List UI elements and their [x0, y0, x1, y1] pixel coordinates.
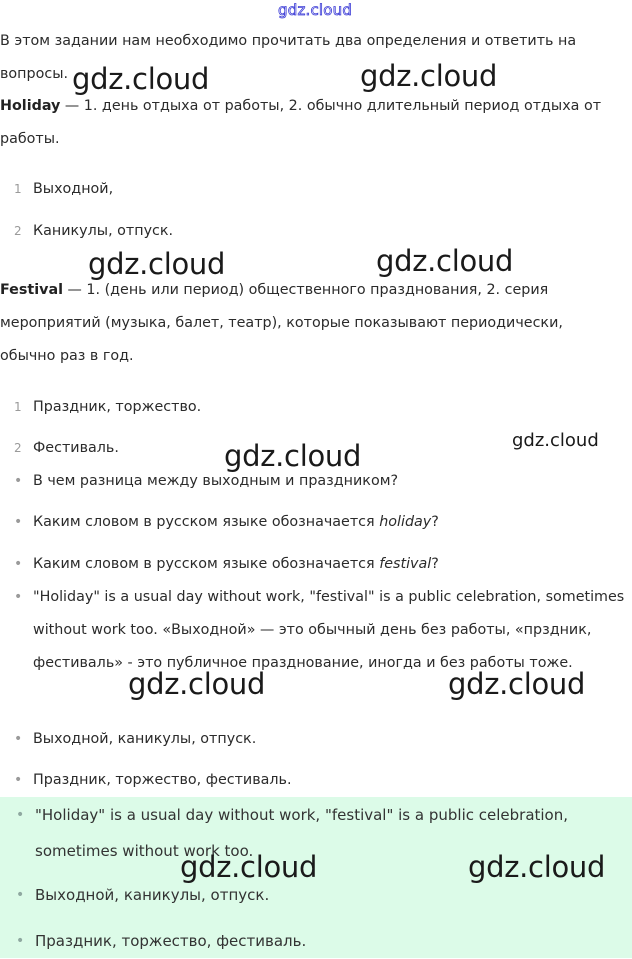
holiday-definition-text: — 1. день отдыха от работы, 2. обычно длительный период отдыха от работы.	[0, 98, 602, 147]
festival-definition	[0, 274, 620, 373]
bullet-marker: •	[16, 887, 25, 903]
question-item	[14, 506, 632, 539]
watermark: gdz.cloud	[224, 439, 362, 473]
question-keyword: festival	[379, 556, 432, 572]
festival-item-text: Праздник, торжество.	[33, 399, 202, 415]
question-text: Праздник, торжество, фестиваль.	[33, 772, 292, 788]
watermark: gdz.cloud	[128, 667, 266, 701]
answer-item	[16, 923, 616, 959]
holiday-term: Holiday	[0, 98, 61, 114]
holiday-item-text: Каникулы, отпуск.	[33, 223, 174, 239]
bullet-marker: •	[14, 589, 23, 605]
question-item	[14, 723, 632, 756]
bullet-marker: •	[16, 933, 25, 949]
watermark: gdz.cloud	[468, 850, 606, 884]
question-item	[14, 764, 632, 797]
question-item	[14, 581, 632, 680]
holiday-item-2	[14, 215, 173, 248]
holiday-item-1	[14, 173, 113, 206]
top-watermark: gdz.cloud	[278, 1, 353, 19]
holiday-item-text: Выходной,	[33, 181, 114, 197]
bullet-marker: •	[14, 514, 23, 530]
question-text: Выходной, каникулы, отпуск.	[33, 731, 257, 747]
list-marker: 1	[14, 400, 22, 414]
answer-text: "Holiday" is a usual day without work, "festival" is a public celebration, sometimes without work too.	[35, 806, 569, 860]
festival-item-2	[14, 432, 119, 465]
bullet-marker: •	[16, 807, 25, 823]
bullet-marker: •	[14, 772, 23, 788]
question-text: Каким словом в русском языке обозначается festival?	[33, 556, 439, 572]
list-marker: 2	[14, 441, 22, 455]
question-keyword: holiday	[379, 514, 432, 530]
bullet-marker: •	[14, 556, 23, 572]
festival-item-1	[14, 391, 201, 424]
watermark: gdz.cloud	[180, 850, 318, 884]
festival-item-text: Фестиваль.	[33, 440, 119, 456]
answer-text: Выходной, каникулы, отпуск.	[35, 886, 270, 904]
watermark: gdz.cloud	[360, 59, 498, 93]
question-text: В чем разница между выходным и праздником?	[33, 473, 399, 489]
question-text: "Holiday" is a usual day without work, "festival" is a public celebration, sometimes without work too. «Выходной» — это обычный день без работы, «прздник, фестиваль» - это публичное празднование, иногда и без работы тоже.	[33, 589, 625, 671]
watermark: gdz.cloud	[72, 62, 210, 96]
festival-term: Festival	[0, 282, 63, 298]
watermark: gdz.cloud	[448, 667, 586, 701]
watermark: gdz.cloud	[376, 244, 514, 278]
bullet-marker: •	[14, 731, 23, 747]
answer-text: Праздник, торжество, фестиваль.	[35, 932, 307, 950]
watermark: gdz.cloud	[512, 430, 599, 451]
question-item	[14, 548, 632, 581]
list-marker: 2	[14, 224, 22, 238]
list-marker: 1	[14, 182, 22, 196]
question-text: Каким словом в русском языке обозначается holiday?	[33, 514, 439, 530]
festival-definition-text: — 1. (день или период) общественного празднования, 2. серия мероприятий (музыка, балет, театр), которые показывают периодически, обычно раз в год.	[0, 282, 563, 364]
bullet-marker: •	[14, 473, 23, 489]
watermark: gdz.cloud	[88, 247, 226, 281]
intro-text: В этом задании нам необходимо прочитать два определения и ответить на вопросы.	[0, 33, 577, 82]
holiday-definition	[0, 90, 620, 156]
